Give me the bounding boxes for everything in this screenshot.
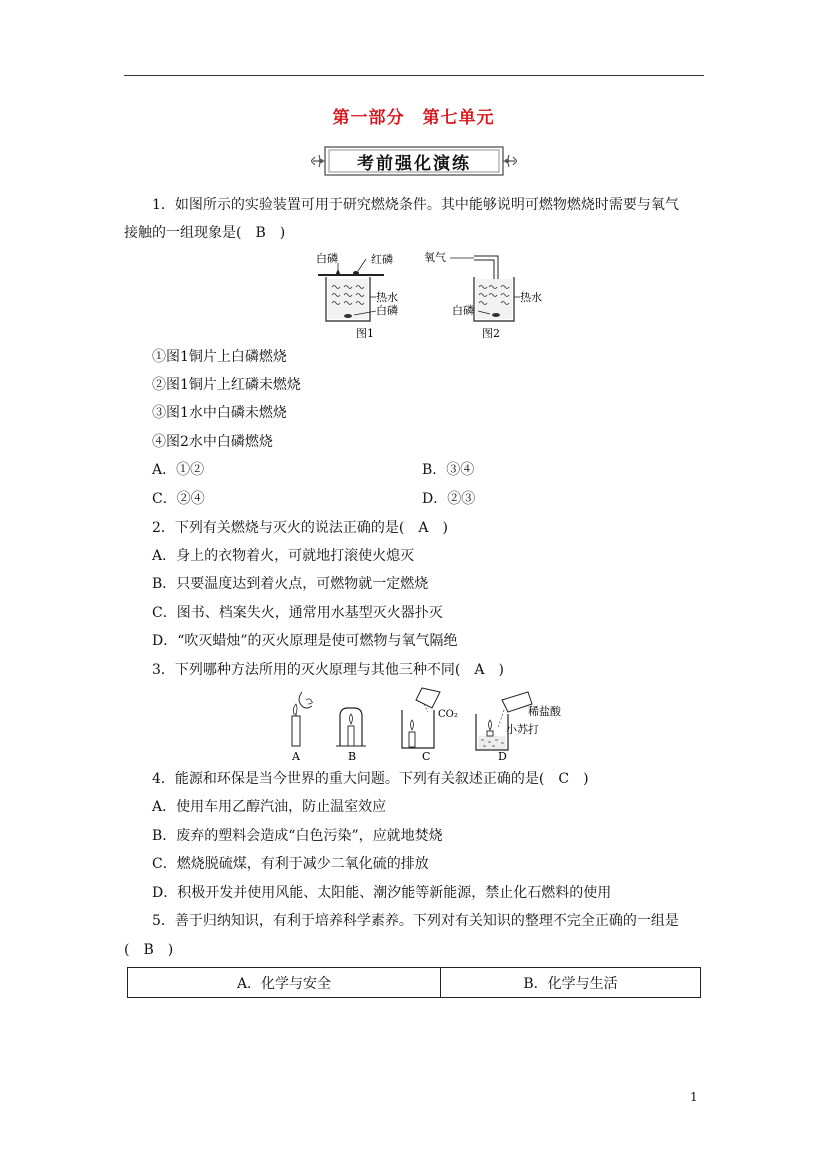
q3-stem: 3．下列哪种方法所用的灭火原理与其他三种不同( A ): [152, 662, 504, 678]
fig1-white-phosphorus-water-label: 白磷: [376, 304, 398, 317]
q1-option-d: D．②③: [422, 491, 476, 507]
q4-option-c: C．燃烧脱硫煤，有利于减少二氧化硫的排放: [152, 856, 429, 872]
fig1-white-phosphorus-label: 白磷: [316, 252, 338, 265]
q1-stem-line1: 1．如图所示的实验装置可用于研究燃烧条件。其中能够说明可燃物燃烧时需要与氧气: [152, 197, 679, 213]
page-number: 1: [690, 1090, 698, 1104]
q5-table: [127, 967, 701, 998]
page-title: 第一部分 第七单元: [332, 108, 495, 128]
q3-soda-label: 小苏打: [506, 723, 539, 736]
q2-option-c: C．图书、档案失火，通常用水基型灭火器扑灭: [152, 605, 443, 621]
q4-option-d: D．积极开发并使用风能、太阳能、潮汐能等新能源，禁止化石燃料的使用: [152, 885, 612, 901]
banner-title: 考前强化演练: [357, 154, 471, 174]
q1-figure: [314, 249, 554, 344]
header-rule: [124, 75, 704, 76]
q4-stem: 4．能源和环保是当今世界的重大问题。下列有关叙述正确的是( C ): [152, 771, 589, 787]
fig2-white-phosphorus-label: 白磷: [452, 304, 474, 317]
q3-label-c: C: [422, 750, 431, 763]
q5-stem-line1: 5．善于归纳知识，有利于培养科学素养。下列对有关知识的整理不完全正确的一组是: [152, 913, 679, 929]
fig2-oxygen-label: 氧气: [424, 251, 446, 264]
q2-option-b: B．只要温度达到着火点，可燃物就一定燃烧: [152, 576, 429, 592]
fig1-red-phosphorus-label: 红磷: [371, 253, 393, 266]
q3-figure: [282, 686, 572, 764]
table-row: [128, 968, 701, 998]
fig1-hot-water-label: 热水: [376, 291, 398, 304]
q1-option-b: B．③④: [422, 462, 475, 478]
section-banner: [311, 143, 517, 179]
q5-stem-line2: ( B ): [124, 942, 174, 958]
q2-option-a: A．身上的衣物着火，可就地打滚使火熄灭: [152, 548, 415, 564]
q1-item-3: ③图1水中白磷未燃烧: [152, 405, 287, 421]
q1-option-a: A．①②: [152, 462, 205, 478]
q2-stem: 2．下列有关燃烧与灭火的说法正确的是( A ): [152, 520, 448, 536]
q1-item-4: ④图2水中白磷燃烧: [152, 434, 273, 450]
q4-option-a: A．使用车用乙醇汽油，防止温室效应: [152, 799, 387, 815]
q3-label-d: D: [498, 750, 507, 763]
q1-item-2: ②图1铜片上红磷未燃烧: [152, 377, 301, 393]
q2-option-d: D．“吹灭蜡烛”的灭火原理是使可燃物与氧气隔绝: [152, 633, 458, 649]
q3-label-b: B: [348, 750, 357, 763]
q1-option-c: C．②④: [152, 491, 205, 507]
q4-option-b: B．废弃的塑料会造成“白色污染”，应就地焚烧: [152, 828, 443, 844]
fig2-hot-water-label: 热水: [520, 291, 542, 304]
q5-table-header-b: B．化学与生活: [441, 968, 701, 998]
q3-co2-label: CO₂: [438, 709, 458, 720]
q1-item-1: ①图1铜片上白磷燃烧: [152, 349, 287, 365]
fig1-caption: 图1: [356, 327, 374, 340]
q3-acid-label: 稀盐酸: [528, 705, 561, 718]
q5-table-header-a: A．化学与安全: [128, 968, 441, 998]
fig2-caption: 图2: [482, 327, 500, 340]
q3-label-a: A: [292, 750, 300, 763]
q1-stem-line2: 接触的一组现象是( B ): [124, 225, 286, 241]
